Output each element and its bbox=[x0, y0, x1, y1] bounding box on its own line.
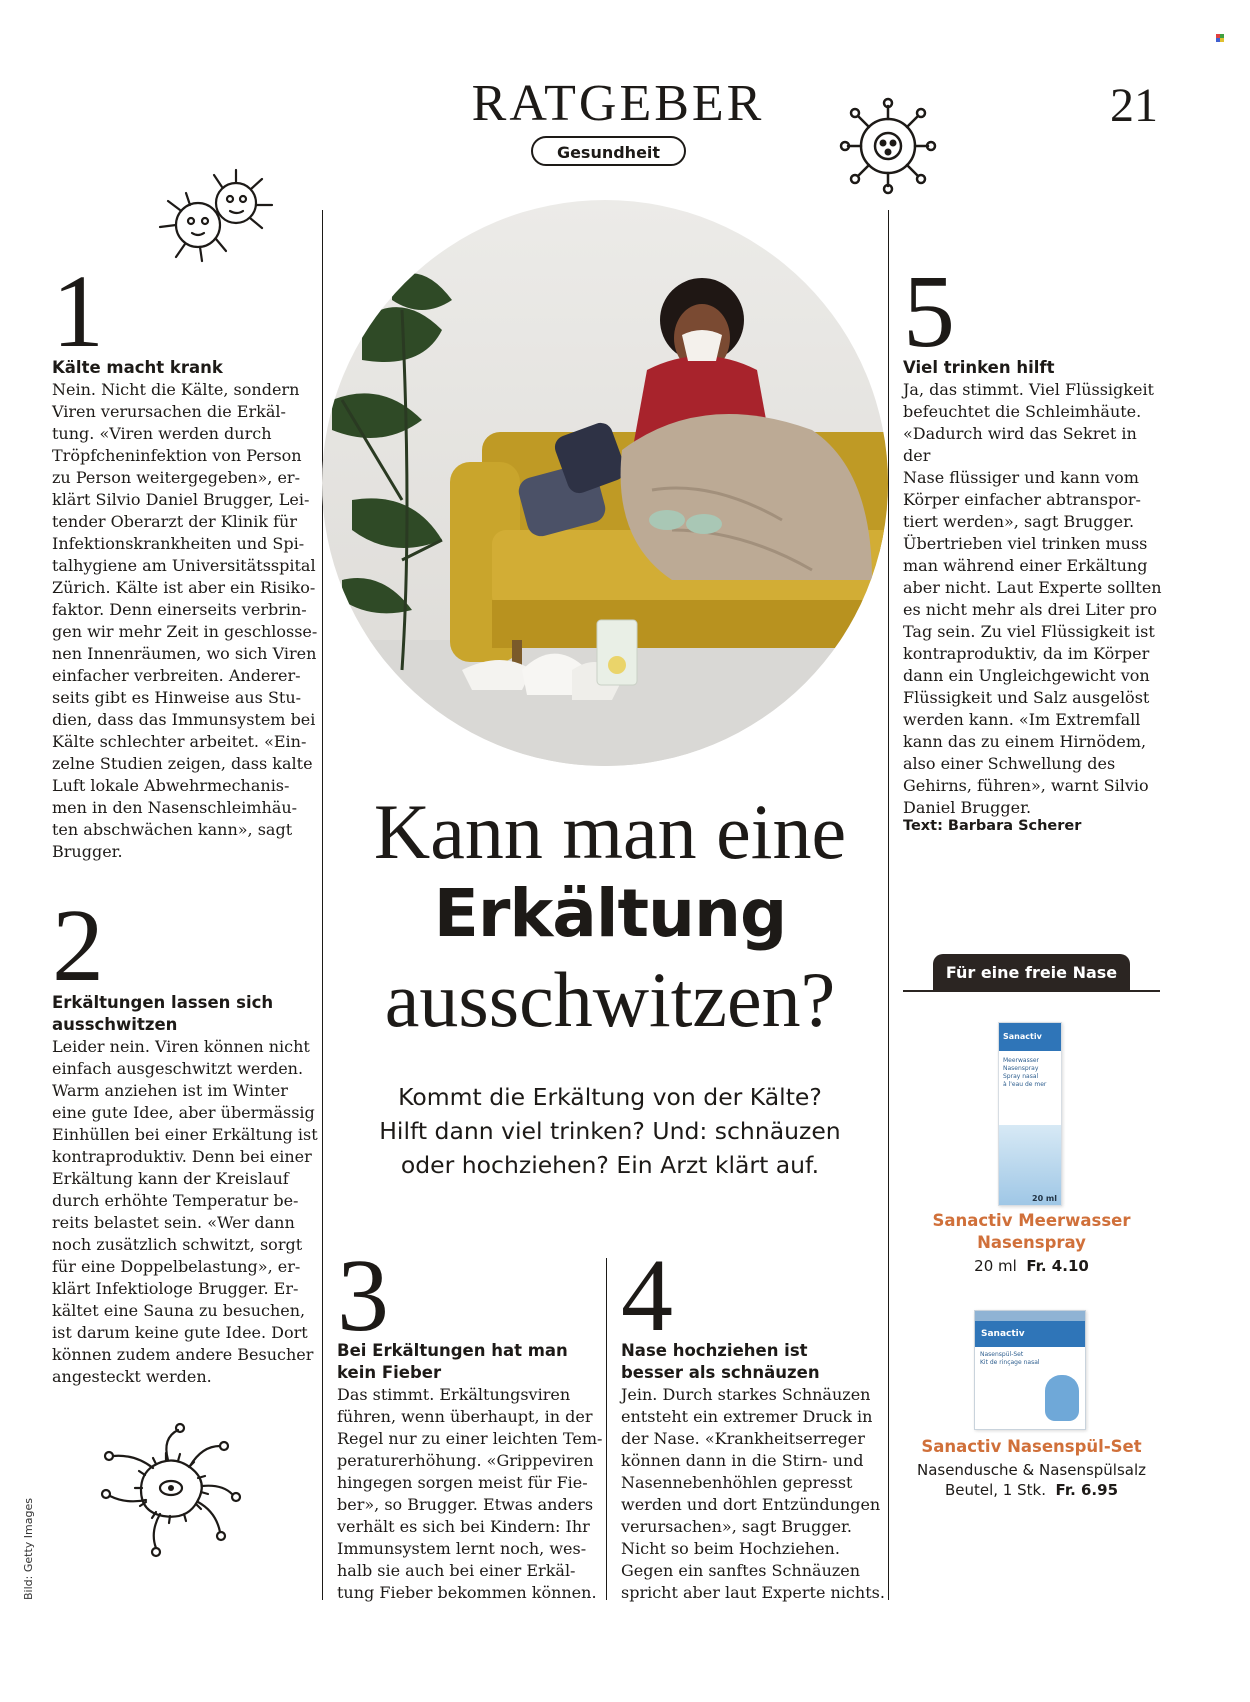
myth-heading: Erkältungen lassen sich ausschwitzen bbox=[52, 993, 274, 1034]
germ-icon bbox=[98, 1408, 248, 1558]
myth-number: 4 bbox=[621, 1238, 673, 1353]
author-credit: Text: Barbara Scherer bbox=[903, 818, 1082, 834]
virus-icon bbox=[838, 96, 938, 196]
product-detail: Nasendusche & Nasenspülsalz bbox=[916, 1461, 1147, 1479]
print-marker-icon bbox=[1216, 34, 1224, 42]
lead-line: oder hochziehen? Ein Arzt klärt auf. bbox=[400, 1151, 820, 1179]
myth-heading: Viel trinken hilft bbox=[903, 358, 1055, 377]
package-brand: Sanactiv bbox=[975, 1321, 1085, 1347]
package-volume: 20 ml bbox=[1032, 1194, 1057, 1203]
lead-line: Kommt die Erkältung von der Kälte? bbox=[398, 1083, 822, 1111]
package-text: Nasenspül-Set bbox=[980, 1351, 1024, 1358]
product-price: Fr. 4.10 bbox=[1026, 1257, 1089, 1275]
lead-text bbox=[340, 1080, 880, 1182]
myth-number: 2 bbox=[52, 888, 104, 1003]
myth-number: 5 bbox=[903, 254, 955, 369]
tips-divider bbox=[903, 990, 1160, 992]
myth-heading: Bei Erkältungen hat man kein Fieber bbox=[337, 1341, 568, 1382]
package-text: Nasenspray bbox=[1003, 1065, 1039, 1072]
product-price: Fr. 6.95 bbox=[1055, 1481, 1119, 1499]
tips-tab: Für eine freie Nase bbox=[933, 954, 1130, 992]
myth-text: Jein. Durch starkes Schnäuzen entsteht ein extremer Druck in der Nase. «Krankheitserreger können dann in die Stirn- und Nasennebenhöhlen gepresst werden und dort Entzündungen verursachen», sagt Brugger. Nicht so beim Hochziehen. Gegen ein sanftes Schnäuzen spricht aber laut Experte nichts. bbox=[621, 1385, 885, 1602]
photo-credit: Bild: Getty Images bbox=[22, 1498, 35, 1600]
headline-line1: Kann man eine bbox=[373, 788, 847, 875]
myth-text: Leider nein. Viren können nicht einfach ausgeschwitzt werden. Warm anziehen ist im Winter eine gute Idee, aber übermässig Einhüllen bei einer Erkältung ist kontraproduktiv. Denn bei einer Erkältung kann der Kreislauf durch erhöhte Temperatur be- reits belastet sein. «Wer dann noch zusätzlich schwitzt, sorgt für eine Doppelbelastung», er- klärt Infektiologe Brugger. Er- kältet eine Sauna zu besuchen, ist darum keine gute Idee. Dort können zudem andere Besucher angesteckt werden. bbox=[52, 1037, 318, 1386]
myth-text: Ja, das stimmt. Viel Flüssigkeit befeuchtet die Schleimhäute. «Dadurch wird das Sekret in der Nase flüssiger und kann vom Körper einfacher abtranspor- tiert werden», sagt Brugger. Übertrieben viel trinken muss man während einer Erkältung aber nicht. Laut Experte sollten es nicht mehr als drei Liter pro Tag sein. Zu viel Flüssigkeit ist kontraproduktiv, da im Körper dann ein Ungleichgewicht von Flüssigkeit und Salz ausgelöst werden kann. «Im Extremfall kann das zu einem Hirnödem, also einer Schwellung des Gehirns, führen», warnt Silvio Daniel Brugger. bbox=[903, 380, 1162, 817]
product-name: Sanactiv Meerwasser Nasenspray bbox=[932, 1211, 1131, 1252]
product-price-line bbox=[903, 1256, 1160, 1276]
column-rule bbox=[606, 1258, 607, 1600]
package-text: Meerwasser bbox=[1003, 1057, 1040, 1064]
lead-line: Hilft dann viel trinken? Und: schnäuzen bbox=[379, 1117, 841, 1145]
myth-number: 1 bbox=[52, 254, 104, 369]
package-text: à l'eau de mer bbox=[1003, 1081, 1047, 1088]
headline-line3: ausschwitzen? bbox=[384, 956, 836, 1043]
package-brand: Sanactiv bbox=[999, 1023, 1061, 1051]
myth-heading: Nase hochziehen ist besser als schnäuzen bbox=[621, 1341, 820, 1382]
package-text: Spray nasal bbox=[1003, 1073, 1039, 1080]
product-size: Beutel, 1 Stk. bbox=[944, 1481, 1046, 1499]
product-name: Sanactiv Nasenspül-Set bbox=[921, 1437, 1142, 1456]
product-price-line bbox=[903, 1480, 1160, 1500]
myth-text: Das stimmt. Erkältungsviren führen, wenn überhaupt, in der Regel nur zu einer leichten Tem- peraturerhöhung. «Grippeviren hingegen sorgen meist für Fie- ber», so Brugger. Etwas anders verhält es sich bei Kindern: Ihr Immunsystem lernt noch, wes- halb sie auch bei einer Erkäl- tung Fieber bekommen können. bbox=[337, 1385, 603, 1602]
page-number: 21 bbox=[1110, 79, 1158, 132]
product-image-nasenspuel-set bbox=[974, 1310, 1086, 1430]
headline-line2: Erkältung bbox=[433, 875, 787, 952]
product-image-nasenspray bbox=[998, 1022, 1062, 1206]
myth-number: 3 bbox=[337, 1238, 389, 1353]
package-text: Kit de rinçage nasal bbox=[980, 1359, 1040, 1366]
myth-text: Nein. Nicht die Kälte, sondern Viren verursachen die Erkäl- tung. «Viren werden durch Tröpfcheninfektion von Person zu Person weitergegeben», er- klärt Silvio Daniel Brugger, Lei- tender Oberarzt der Klinik für Infektionskrankheiten und Spi- talhygiene am Universitätsspital Zürich. Kälte ist aber ein Risiko- faktor. Denn einerseits verbrin- gen wir mehr Zeit in geschlosse- nen Innenräumen, wo sich Viren einfacher verbreiten. Anderer- seits gibt es Hinweise aus Stu- dien, dass das Immunsystem bei Kälte schlechter arbeitet. «Ein- zelne Studien zeigen, dass kalte Luft lokale Abwehrmechanis- men in den Nasenschleimhäu- ten abschwächen kann», sagt Brugger. bbox=[52, 380, 318, 861]
product-size: 20 ml bbox=[974, 1257, 1017, 1275]
bacteria-icon bbox=[150, 165, 280, 265]
myth-heading: Kälte macht krank bbox=[52, 358, 223, 377]
subsection-badge: Gesundheit bbox=[531, 136, 686, 166]
hero-photo bbox=[322, 200, 888, 766]
section-title: RATGEBER bbox=[471, 75, 765, 132]
